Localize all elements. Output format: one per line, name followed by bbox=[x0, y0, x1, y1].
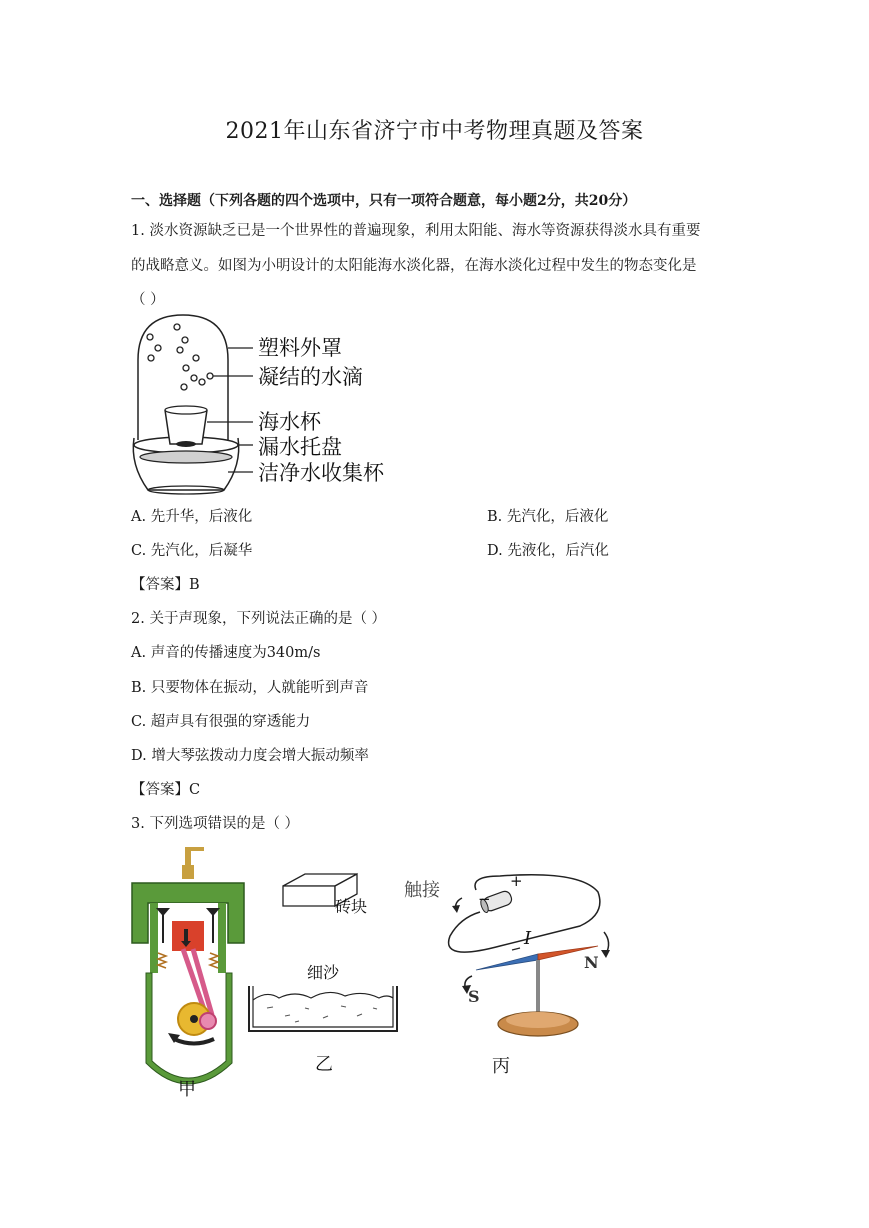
label-minus: − bbox=[478, 890, 491, 908]
label-touch: 触接 bbox=[404, 880, 440, 901]
page-title: 2021年山东省济宁市中考物理真题及答案 bbox=[225, 119, 644, 144]
solar-desalinator-figure bbox=[128, 310, 418, 500]
brick-sand-figure bbox=[245, 866, 405, 1081]
section-heading: 一、选择题（下列各题的四个选项中，只有一项符合题意，每小题2分，共20分） bbox=[131, 193, 637, 209]
q2-answer: 【答案】C bbox=[131, 782, 201, 798]
q3-stem: 3. 下列选项错误的是（ ） bbox=[131, 816, 300, 832]
q2-stem: 2. 关于声现象，下列说法正确的是（ ） bbox=[131, 611, 387, 627]
label-clean-cup: 洁净水收集杯 bbox=[258, 461, 384, 485]
label-jia: 甲 bbox=[178, 1079, 196, 1100]
q1-option-c: C. 先汽化，后凝华 bbox=[131, 543, 253, 559]
droplets bbox=[147, 324, 213, 390]
label-plus: + bbox=[510, 872, 523, 890]
q2-option-c: C. 超声具有很强的穿透能力 bbox=[131, 714, 311, 730]
q1-option-b: B. 先汽化，后液化 bbox=[487, 509, 609, 525]
label-seawater-cup: 海水杯 bbox=[258, 410, 321, 434]
q2-option-b: B. 只要物体在振动，人就能听到声音 bbox=[131, 680, 369, 696]
q1-option-d: D. 先液化，后汽化 bbox=[487, 543, 609, 559]
q1-option-a: A. 先升华，后液化 bbox=[131, 509, 253, 525]
label-bing: 丙 bbox=[492, 1056, 510, 1077]
q1-line-1: 1. 淡水资源缺乏已是一个世界性的普遍现象，利用太阳能、海水等资源获得淡水具有重要 bbox=[131, 223, 701, 239]
label-tray: 漏水托盘 bbox=[258, 435, 342, 459]
q1-line-2: 的战略意义。如图为小明设计的太阳能海水淡化器，在海水淡化过程中发生的物态变化是 bbox=[131, 258, 697, 274]
label-droplets: 凝结的水滴 bbox=[258, 365, 363, 389]
label-sand: 细沙 bbox=[307, 963, 340, 982]
label-brick: 砖块 bbox=[335, 897, 368, 916]
label-north: N bbox=[584, 953, 599, 972]
q2-option-a: A. 声音的传播速度为340m/s bbox=[131, 645, 321, 661]
label-current: I bbox=[524, 928, 532, 949]
q1-answer: 【答案】B bbox=[131, 577, 200, 593]
label-south: S bbox=[468, 987, 480, 1006]
label-plastic-cover: 塑料外罩 bbox=[258, 336, 342, 360]
engine-figure bbox=[128, 843, 253, 1103]
q2-option-d: D. 增大琴弦拨动力度会增大振动频率 bbox=[131, 748, 369, 764]
oersted-figure bbox=[400, 862, 630, 1082]
q1-line-3: （ ） bbox=[131, 292, 165, 308]
label-yi: 乙 bbox=[315, 1054, 333, 1075]
seawater-cup bbox=[165, 410, 207, 444]
